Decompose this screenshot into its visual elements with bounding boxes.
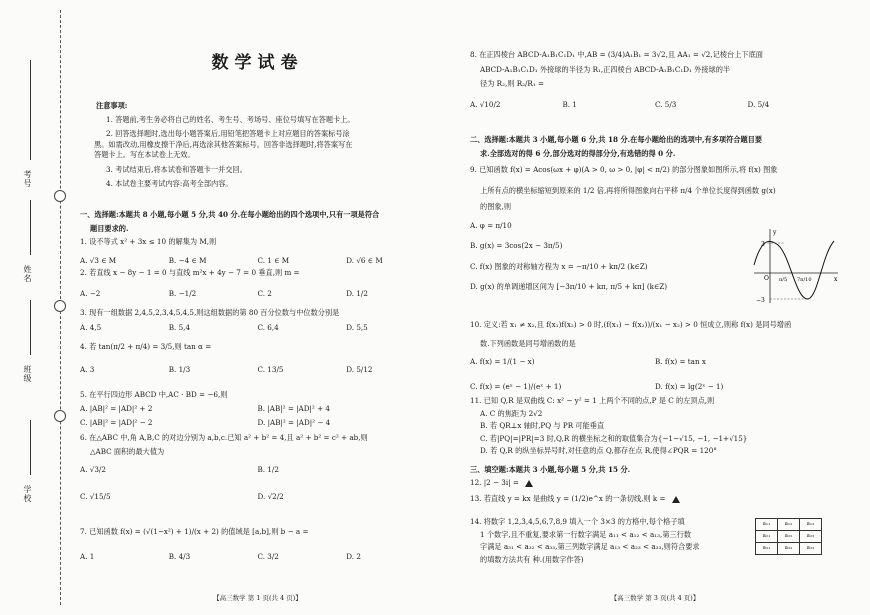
option-b: B. |AB|² = |AD|² + 4 xyxy=(257,403,330,413)
options xyxy=(80,552,435,563)
question-5 xyxy=(80,390,435,429)
question-12 xyxy=(470,478,840,489)
option-a: A. |AB|² = |AD|² + 2 xyxy=(80,403,153,413)
page-title: 数学试卷 xyxy=(211,53,304,73)
options xyxy=(80,404,435,429)
origin-label: O xyxy=(764,275,769,282)
curve xyxy=(754,241,834,299)
notice-heading: 注意事项: xyxy=(96,101,128,110)
tick-label: π/5 xyxy=(779,277,788,283)
question-stem: 13. 若直线 y = kx 是曲线 y = (1/2)e^x 的一条切线,则 k = xyxy=(470,494,666,503)
option-c: C. 1 ∈ M xyxy=(257,255,290,265)
x-axis-label: x xyxy=(834,276,838,283)
y-axis-label: y xyxy=(773,229,777,236)
question-stem: 6. 在△ABC 中,角 A,B,C 的对边分别为 a,b,c.已知 a² + b² = 4,且 a² + b² = c² + ab,则 xyxy=(80,433,368,442)
grid-cell: a₃₂ xyxy=(778,543,800,555)
options xyxy=(470,100,840,111)
options xyxy=(470,357,840,392)
option-a: A. φ = π/10 xyxy=(470,220,512,230)
question-1 xyxy=(80,237,435,266)
options xyxy=(80,323,435,334)
option-c: C. 3/2 xyxy=(257,551,279,561)
notice-line: 3. 考试结束后,将本试卷和答题卡一并交回。 xyxy=(106,164,247,174)
question-stem: 的填数方法共有 种.(用数字作答) xyxy=(480,554,584,564)
question-stem: 3. 现有一组数据 2,4,5,2,3,4,5,4,5,则这组数据的第 80 百分位数与中位数分别是 xyxy=(80,308,340,317)
question-3 xyxy=(80,308,435,333)
binding-hole xyxy=(54,190,66,202)
notice-line: 答题卡上。写在本试卷上无效。 xyxy=(94,150,195,159)
option-a: A. √3/2 xyxy=(80,465,106,474)
question-stem: 9. 已知函数 f(x) = Acos(ωx + φ)(A > 0, ω > 0, |φ| < π/2) 的部分图象如图所示,将 f(x) 图象 xyxy=(470,165,778,174)
grid-cell: a₁₁ xyxy=(756,519,778,531)
binding-hole xyxy=(54,410,66,422)
option-d: D. 2 xyxy=(346,551,361,561)
question-stem: 4. 若 tan(π/2 + π/4) = 3/5,则 tan α = xyxy=(80,342,212,351)
question-stem: 1. 设不等式 x² + 3x ≤ 10 的解集为 M,则 xyxy=(80,237,217,246)
gutter-label-exam-no: 考号 xyxy=(23,170,32,188)
section-3-heading: 三、填空题:本题共 3 小题,每小题 5 分,共 15 分. xyxy=(470,465,631,474)
question-4 xyxy=(80,342,435,375)
section-heading-line: 二、选择题:本题共 3 小题,每小题 6 分,共 18 分.在每小题给出的选项中,有多项符合题目要 xyxy=(470,135,763,144)
option-d: D. g(x) 的单调递增区间为 [−3π/10 + kπ, π/5 + kπ] (k∈Z) xyxy=(470,282,668,291)
option-c: C. 6,4 xyxy=(257,322,279,332)
option-b: B. 1 xyxy=(562,99,577,109)
question-stem: 11. 已知 Q,R 是双曲线 C: x² − y² = 1 上两个不同的点,P 是 C 的左顶点,则 xyxy=(470,396,715,405)
question-7 xyxy=(80,527,435,562)
grid-cell: a₂₂ xyxy=(778,531,800,543)
option-b: B. 若 QR⊥x 轴时,PQ 与 PR 可能垂直 xyxy=(480,421,605,430)
question-stem: 上所有点的横坐标缩短到原来的 1/2 倍,再将所得图象向右平移 π/4 个单位长度得到函数 g(x) xyxy=(480,185,776,195)
option-b: B. g(x) = 3cos(2x − 3π/5) xyxy=(470,241,563,250)
notice-line: 1. 答题前,考生务必将自己的姓名、考生号、考场号、座位号填写在答题卡上。 xyxy=(106,114,355,124)
option-c: C. 13/5 xyxy=(257,364,284,374)
option-a: A. 1 xyxy=(80,551,95,561)
gutter-label-class: 班级 xyxy=(23,365,32,383)
option-c: C. f(x) 图象的对称轴方程为 x = −π/10 + kπ/2 (k∈Z) xyxy=(470,261,648,271)
option-c: C. f(x) = (eˣ − 1)/(eˣ + 1) xyxy=(470,381,562,391)
y-max-label: 3 xyxy=(761,241,765,248)
question-stem: 8. 在正四棱台 ABCD-A₁B₁C₁D₁ 中,AB = (3/4)A₁B₁ = 3√2,且 AA₁ = √2,记棱台上下底面 xyxy=(470,50,763,59)
section-2-heading xyxy=(470,135,840,159)
grid-cell: a₃₃ xyxy=(800,543,822,555)
notice-line: 黑。如需改动,用橡皮擦干净后,再选涂其他答案标号。回答非选择题时,将答案写在 xyxy=(94,139,353,149)
question-stem: 径为 R₂,则 R₂/R₁ = xyxy=(480,79,545,88)
option-d: D. 5/12 xyxy=(346,364,373,374)
answer-blank-marker xyxy=(525,480,533,487)
option-b: B. 5,4 xyxy=(168,322,191,332)
question-8 xyxy=(470,50,840,110)
question-stem: 10. 定义:若 x₁ ≠ x₂,且 f(x₁)f(x₂) > 0 时,(f(x₁) − f(x₂))/(x₁ − x₂) > 0 恒成立,则称 f(x) 是同号增函 xyxy=(470,320,792,329)
grid-cell: a₁₂ xyxy=(778,519,800,531)
notice xyxy=(80,101,435,190)
option-d: D. f(x) = lg(2ˣ − 1) xyxy=(655,381,724,391)
question-stem: 12. |2 − 3i| = xyxy=(470,478,519,487)
page-footer: 【高三数学 第 3 页(共 4 页)】 xyxy=(610,593,700,602)
option-a: A. −2 xyxy=(80,288,101,298)
gutter-label-school: 学校 xyxy=(23,485,32,503)
option-d: D. √6 ∈ M xyxy=(346,255,383,265)
right-column xyxy=(470,0,840,615)
answer-blank-marker xyxy=(672,496,680,503)
page-footer: 【高三数学 第 1 页(共 4 页)】 xyxy=(213,593,302,602)
question-14 xyxy=(470,517,740,565)
option-c: C. |AB|² = |AD|² − 2 xyxy=(80,418,153,427)
grid-cell: a₃₁ xyxy=(756,543,778,555)
question-stem: 字满足 a₃₁ < a₃₂ < a₃₃,第三列数字满足 a₁₃ < a₂₃ < a₃₃,则符合要求 xyxy=(480,542,700,551)
option-b: B. f(x) = tan x xyxy=(655,357,706,366)
gutter-blank xyxy=(30,200,31,255)
option-a: A. 4,5 xyxy=(80,322,102,332)
option-b: B. 1/2 xyxy=(257,465,279,474)
question-10 xyxy=(470,320,840,392)
option-c: C. 2 xyxy=(257,288,272,298)
question-stem: 5. 在平行四边形 ABCD 中,AC · BD = −6,则 xyxy=(80,390,228,399)
option-d: D. 若 Q,R 的纵坐标异号时,对任意的点 Q,都存在点 R,使得∠PQR = 120° xyxy=(480,446,717,455)
notice-line: 2. 回答选择题时,选出每小题答案后,用铅笔把答题卡上对应题目的答案标号涂 xyxy=(106,129,350,138)
question-stem: 14. 将数字 1,2,3,4,5,6,7,8,9 填入一个 3×3 的方格中,每个格子填 xyxy=(470,517,685,526)
grid-cell: a₂₃ xyxy=(800,531,822,543)
option-a: A. f(x) = 1/(1 − x) xyxy=(470,357,535,366)
binding-gutter xyxy=(0,0,70,615)
option-b: B. −4 ∈ M xyxy=(168,255,207,265)
option-c: C. 若|PQ|=|PR|=3 时,Q,R 的横坐标之和的取值集合为{−1−√15, −1, −1+√15} xyxy=(480,433,748,443)
gutter-blank xyxy=(30,60,31,160)
option-a: A. C 的焦距为 2√2 xyxy=(480,408,543,418)
tick-label: 7π/10 xyxy=(797,277,812,283)
cosine-graph xyxy=(750,225,840,305)
option-d: D. |AB|² = |AD|² − 4 xyxy=(257,418,331,427)
question-2 xyxy=(80,268,435,299)
left-column xyxy=(80,0,435,615)
gutter-label-name: 姓名 xyxy=(23,265,32,283)
number-grid xyxy=(755,518,822,555)
gutter-blank xyxy=(30,300,31,355)
option-a: A. √10/2 xyxy=(470,99,501,109)
section-heading-line: 求.全部选对的得 6 分,部分选对的得部分分,有选错的得 0 分. xyxy=(480,148,676,158)
option-d: D. 5,5 xyxy=(346,322,368,332)
question-stem: 的图象,则 xyxy=(480,202,512,211)
question-11 xyxy=(470,396,840,457)
y-min-label: −3 xyxy=(756,297,765,304)
options xyxy=(80,465,435,502)
section-1-heading xyxy=(80,210,435,234)
options xyxy=(80,289,435,300)
notice-line: 4. 本试卷主要考试内容:高考全部内容。 xyxy=(106,179,233,188)
option-d: D. 1/2 xyxy=(346,288,368,298)
option-d: D. √2/2 xyxy=(257,491,284,501)
option-a: A. 3 xyxy=(80,364,95,374)
question-stem: 数.下列函数是同号增函数的是 xyxy=(480,338,576,348)
option-b: B. −1/2 xyxy=(168,288,197,298)
question-6 xyxy=(80,433,435,502)
section-heading-line: 题目要求的. xyxy=(90,223,129,233)
question-stem: ABCD-A₁B₁C₁D₁ 外接球的半径为 R₁,正四棱台 ABCD-A₁B₁C₁D₁ 外接球的半 xyxy=(480,64,731,74)
question-stem: 7. 已知函数 f(x) = (√(1−x²) + 1)/(x + 2) 的值域是 [a,b],则 b − a = xyxy=(80,527,309,536)
option-b: B. 1/3 xyxy=(168,364,191,374)
question-stem: 2. 若直线 x − 8y − 1 = 0 与直线 m²x + 4y − 7 = 0 垂直,则 m = xyxy=(80,268,300,277)
option-b: B. 4/3 xyxy=(168,551,191,561)
option-c: C. √15/5 xyxy=(80,491,111,501)
binding-hole xyxy=(54,300,66,312)
question-stem: 1 个数字,且不重复,要求第一行数字满足 a₁₁ < a₁₂ < a₁₃,第三行数 xyxy=(480,529,692,539)
question-stem: △ABC 面积的最大值为 xyxy=(90,446,165,456)
question-13 xyxy=(470,494,840,505)
options xyxy=(80,256,435,267)
gutter-blank xyxy=(30,420,31,475)
section-heading-line: 一、选择题:本题共 8 小题,每小题 5 分,共 40 分.在每小题给出的四个选项中,只有一项是符合 xyxy=(80,210,380,219)
options xyxy=(80,365,435,376)
option-c: C. 5/3 xyxy=(655,99,677,109)
option-d: D. 5/4 xyxy=(747,99,770,109)
option-a: A. √3 ∈ M xyxy=(80,255,117,265)
grid-cell: a₁₃ xyxy=(800,519,822,531)
grid-cell: a₂₁ xyxy=(756,531,778,543)
